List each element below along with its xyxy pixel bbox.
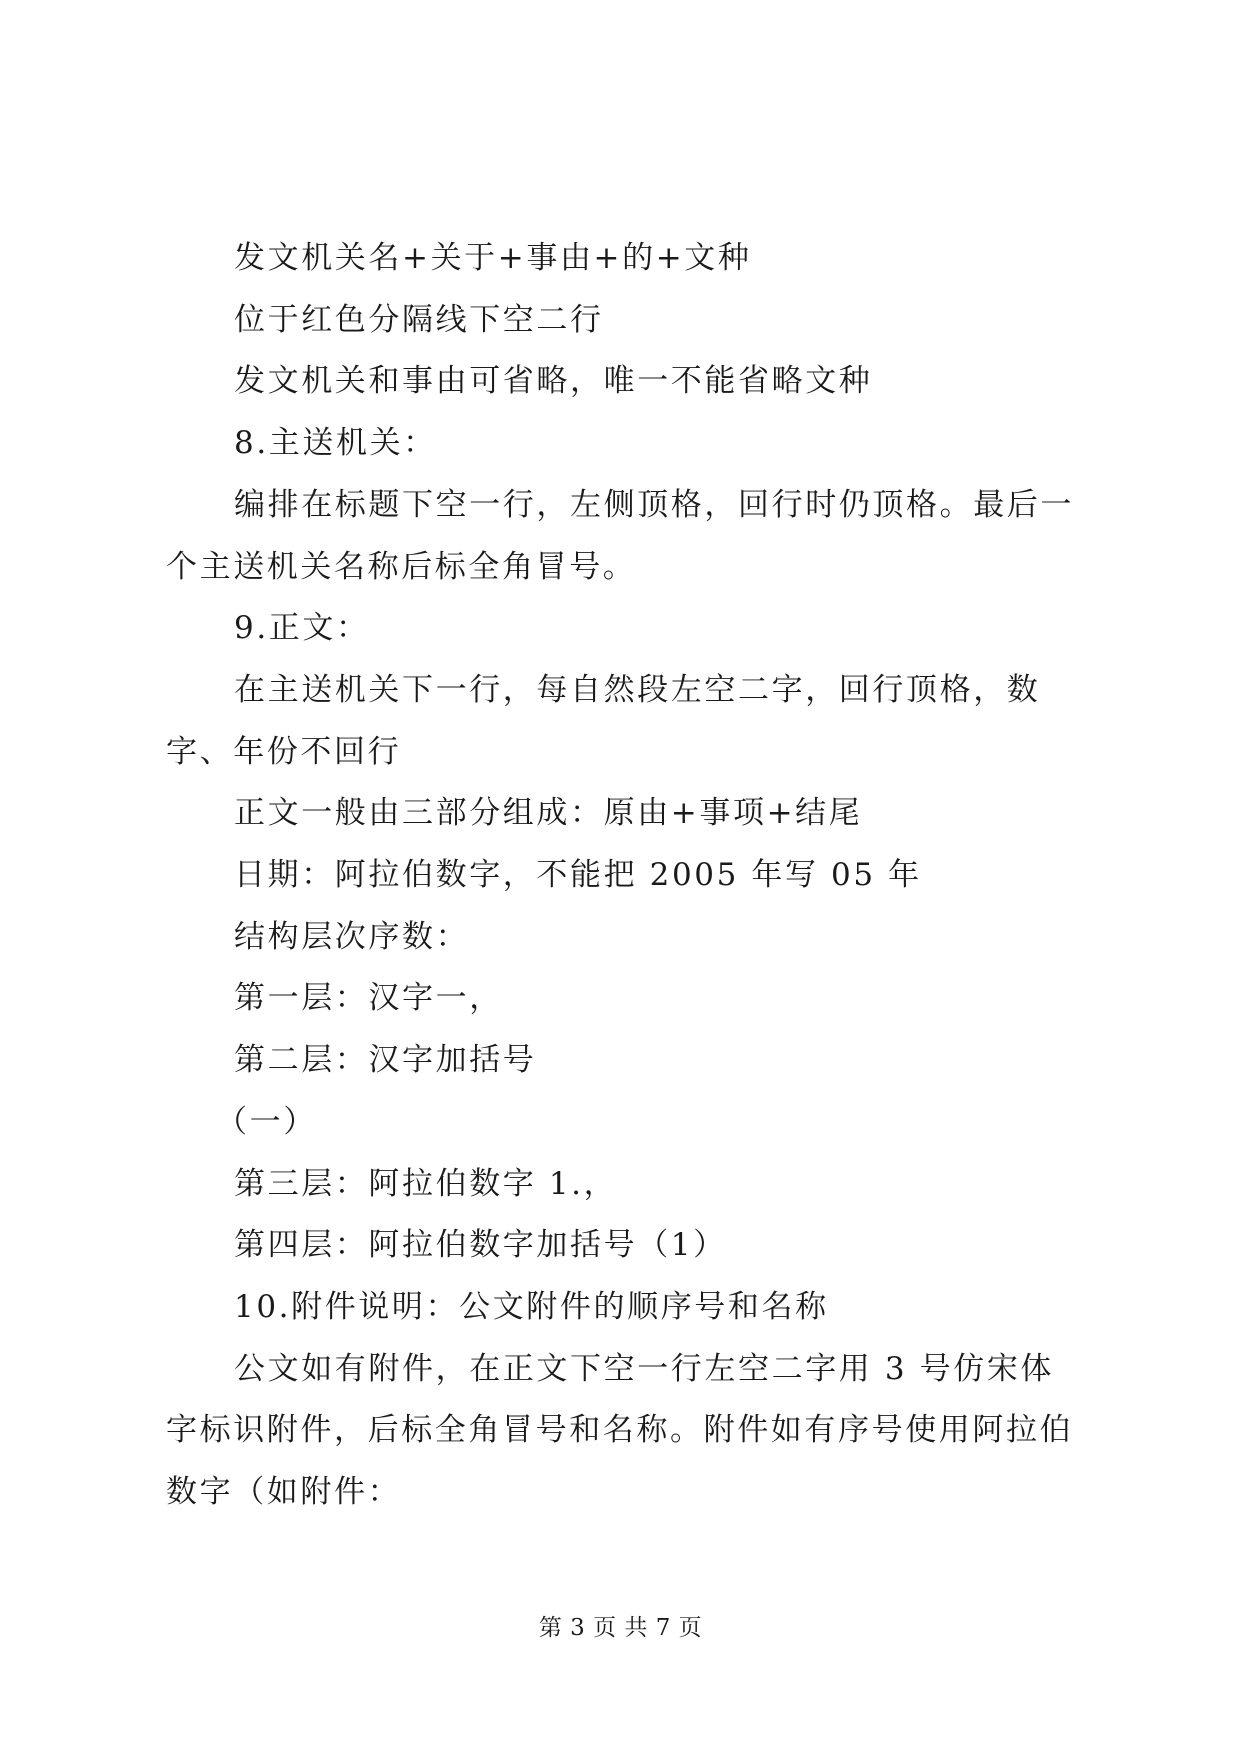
section-heading: 9.正文： xyxy=(234,610,370,647)
paragraph: 正文一般由三部分组成：原由+事项+结尾 xyxy=(234,795,863,832)
paragraph: 第二层：汉字加括号 xyxy=(234,1042,537,1079)
paragraph: 公文如有附件，在正文下空一行左空二字用 3 号仿宋体字标识附件，后标全角冒号和名称。附件如有序号使用阿拉伯数字（如附件： xyxy=(166,1350,1074,1511)
page-number-footer: 第 3 页 共 7 页 xyxy=(538,1615,703,1641)
paragraph: 位于红色分隔线下空二行 xyxy=(234,301,604,338)
paragraph: 发文机关名+关于+事由+的+文种 xyxy=(234,240,752,276)
paragraph: 第四层：阿拉伯数字加括号（1） xyxy=(234,1227,727,1264)
paragraph: 在主送机关下一行，每自然段左空二字，回行顶格，数字、年份不回行 xyxy=(166,671,1041,770)
paragraph: 第三层：阿拉伯数字 1.， xyxy=(234,1165,618,1202)
paragraph: 结构层次序数： xyxy=(234,918,470,955)
document-body xyxy=(166,228,1081,1524)
paragraph: （一） xyxy=(216,1103,317,1140)
paragraph: 日期：阿拉伯数字，不能把 2005 年写 05 年 xyxy=(234,857,922,894)
section-heading: 10.附件说明：公文附件的顺序号和名称 xyxy=(234,1288,829,1325)
section-heading: 8.主送机关： xyxy=(234,425,437,462)
paragraph: 发文机关和事由可省略，唯一不能省略文种 xyxy=(234,363,873,400)
paragraph: 编排在标题下空一行，左侧顶格，回行时仍顶格。最后一个主送机关名称后标全角冒号。 xyxy=(166,486,1074,585)
paragraph: 第一层：汉字一， xyxy=(234,980,503,1017)
